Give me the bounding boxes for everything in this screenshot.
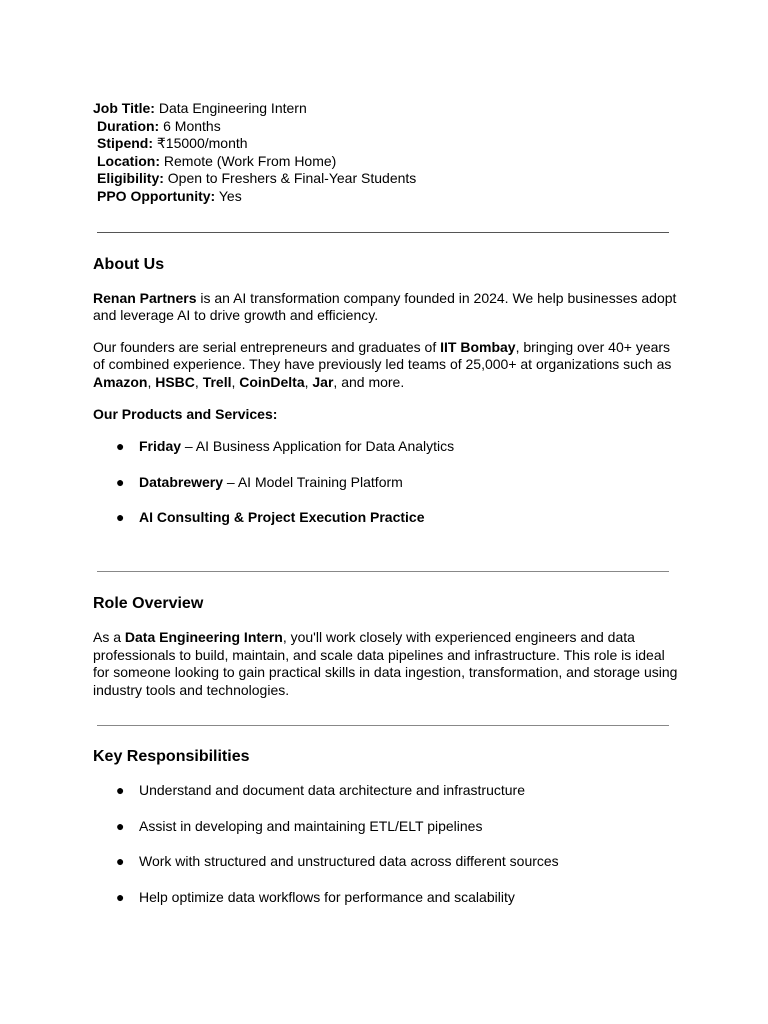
company-name: Renan Partners [93, 289, 197, 306]
product-name: Friday [139, 438, 182, 455]
list-item [93, 509, 683, 527]
meta-value: Yes [215, 187, 242, 204]
responsibilities-heading: Key Responsibilities [93, 748, 250, 766]
meta-value: Remote (Work From Home) [160, 152, 337, 169]
responsibility-text: Help optimize data workflows for performance and scalability [139, 889, 515, 906]
responsibility-text: Understand and document data architecture and infrastructure [139, 782, 526, 799]
bullet-icon: ● [116, 438, 125, 455]
product-name: Databrewery [139, 473, 224, 490]
separator: , [231, 373, 240, 390]
list-item [93, 853, 683, 871]
job-title-line [93, 100, 683, 118]
about-text: , and more. [333, 373, 405, 390]
bullet-icon: ● [116, 782, 125, 799]
meta-label: Location: [97, 152, 160, 169]
list-item [93, 474, 683, 492]
about-heading: About Us [93, 255, 165, 273]
section-divider [97, 232, 669, 233]
bullet-icon: ● [116, 473, 125, 490]
meta-label: Stipend: [97, 135, 153, 152]
about-text: , bringing over 40+ years of combined experience. They have previously led teams of 25,000+ at organizations such as [93, 338, 672, 373]
meta-label: Eligibility: [97, 170, 164, 187]
ppo-line [93, 188, 683, 206]
meta-label: Job Title: [93, 100, 155, 116]
job-meta [93, 100, 683, 206]
role-heading: Role Overview [93, 594, 204, 612]
bullet-icon: ● [116, 817, 125, 834]
product-name: AI Consulting & Project Execution Practice [139, 509, 425, 526]
list-item [93, 782, 683, 800]
responsibility-text: Assist in developing and maintaining ETL/ELT pipelines [139, 817, 483, 834]
meta-value: 6 Months [159, 117, 221, 134]
about-text: is an AI transformation company founded in 2024. We help businesses adopt and leverage AI to drive growth and efficiency. [93, 289, 677, 324]
section-divider [97, 571, 669, 572]
list-item [93, 438, 683, 456]
org-name: CoinDelta [239, 373, 305, 390]
meta-value: Data Engineering Intern [154, 100, 307, 116]
list-item [93, 818, 683, 836]
eligibility-line [93, 170, 683, 188]
stipend-line [93, 135, 683, 153]
product-desc: – AI Business Application for Data Analytics [181, 438, 455, 455]
document-page [93, 100, 683, 907]
org-name: Jar [312, 373, 334, 390]
meta-value: ₹15000/month [153, 135, 248, 152]
meta-value: Open to Freshers & Final-Year Students [163, 170, 417, 187]
role-text: As a [93, 628, 125, 645]
products-list [93, 438, 683, 527]
responsibilities-list [93, 782, 683, 906]
org-name: Trell [202, 373, 232, 390]
product-desc: – AI Model Training Platform [223, 473, 403, 490]
products-heading: Our Products and Services: [93, 405, 278, 422]
list-item [93, 889, 683, 907]
about-paragraph-1 [93, 290, 683, 325]
role-title: Data Engineering Intern [124, 628, 283, 645]
org-name: Amazon [93, 373, 148, 390]
meta-label: PPO Opportunity: [97, 187, 216, 204]
bullet-icon: ● [116, 509, 125, 526]
section-divider [97, 725, 669, 726]
bullet-icon: ● [116, 853, 125, 870]
about-paragraph-2 [93, 339, 683, 392]
org-name: HSBC [155, 373, 195, 390]
location-line [93, 153, 683, 171]
meta-label: Duration: [97, 117, 160, 134]
duration-line [93, 118, 683, 136]
about-text: Our founders are serial entrepreneurs and graduates of [93, 338, 441, 355]
separator: , [194, 373, 203, 390]
bullet-icon: ● [116, 889, 125, 906]
responsibility-text: Work with structured and unstructured data across different sources [139, 853, 559, 870]
separator: , [147, 373, 156, 390]
separator: , [304, 373, 313, 390]
college-name: IIT Bombay [440, 338, 516, 355]
role-paragraph [93, 629, 683, 699]
role-text: , you'll work closely with experienced engineers and data professionals to build, maintain, and scale data pipelines and infrastructure. This role is ideal for someone looking to gain practical skills in data ingestion, transformation, and storage using industry tools and technologies. [93, 628, 678, 698]
